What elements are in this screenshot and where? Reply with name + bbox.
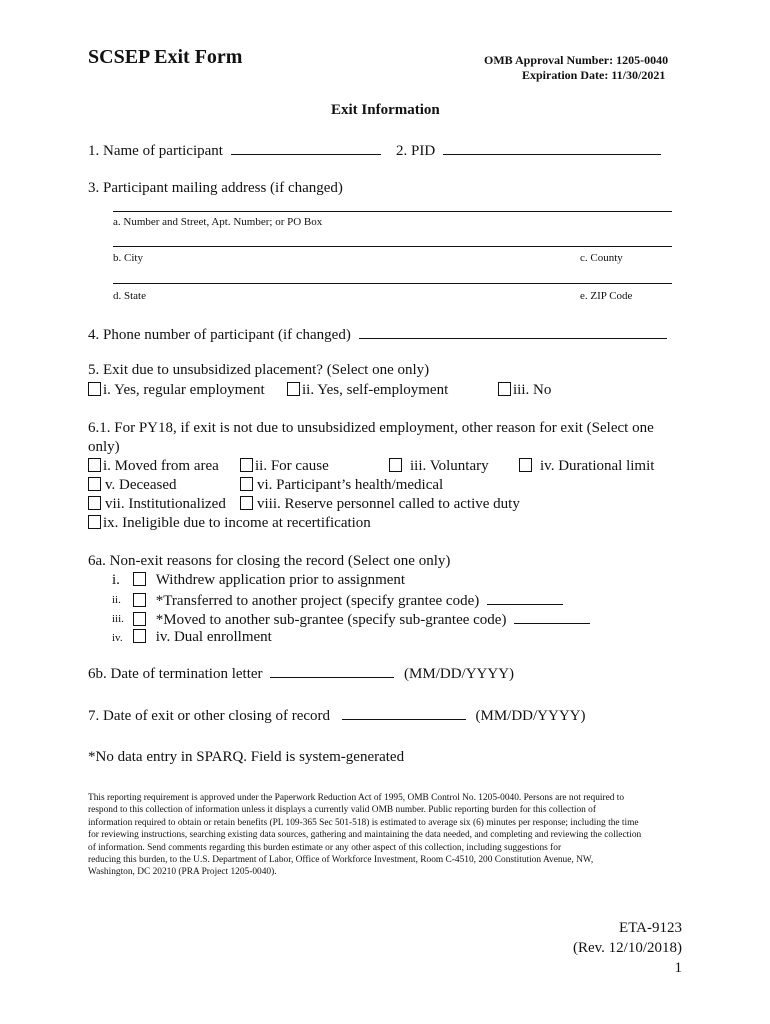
- q61-option-5[interactable]: v. Deceased: [88, 477, 176, 494]
- q4-label: 4. Phone number of participant (if changed): [88, 327, 351, 343]
- q6b-label: 6b. Date of termination letter: [88, 666, 263, 682]
- sub-grantee-code-field[interactable]: [514, 610, 590, 624]
- checkbox[interactable]: [88, 382, 101, 396]
- expiration-date: Expiration Date: 11/30/2021: [522, 68, 666, 82]
- form-revision: (Rev. 12/10/2018): [572, 940, 682, 956]
- street-line[interactable]: [113, 211, 672, 212]
- q7-format: (MM/DD/YYYY): [475, 708, 586, 724]
- q2-row: [396, 141, 661, 160]
- q6a-num-3: iii.: [112, 613, 124, 625]
- city-county-line[interactable]: [113, 246, 672, 247]
- checkbox[interactable]: [287, 382, 300, 396]
- q6a-label: 6a. Non-exit reasons for closing the record (Select one only): [88, 553, 451, 569]
- burden-statement: [88, 792, 688, 879]
- q6a-num-1: i.: [112, 572, 120, 588]
- county-label: c. County: [580, 252, 623, 264]
- omb-approval-number: OMB Approval Number: 1205-0040: [484, 53, 669, 67]
- burden-line: This reporting requirement is approved under the Paperwork Reduction Act of 1995, OMB Control No. 1205-0040. Persons are not required to: [88, 793, 625, 803]
- q1-label: 1. Name of participant: [88, 143, 223, 159]
- q2-label: 2. PID: [396, 143, 436, 159]
- city-label: b. City: [113, 252, 143, 264]
- q6a-item-1[interactable]: Withdrew application prior to assignment: [133, 572, 405, 589]
- q61-option-2[interactable]: ii. For cause: [240, 458, 329, 475]
- system-generated-note: *No data entry in SPARQ. Field is system-generated: [88, 749, 405, 765]
- q6a-num-2: ii.: [112, 594, 121, 606]
- q61-option-7[interactable]: vii. Institutionalized: [88, 496, 226, 513]
- checkbox[interactable]: [133, 572, 146, 586]
- checkbox[interactable]: [88, 515, 101, 529]
- burden-line: Washington, DC 20210 (PRA Project 1205-0040).: [88, 867, 277, 878]
- checkbox[interactable]: [133, 593, 146, 607]
- q7-row: [88, 706, 586, 725]
- q3-label: 3. Participant mailing address (if changed): [88, 180, 343, 196]
- q61-label-line2: only): [88, 439, 120, 455]
- burden-line: respond to this collection of information unless it displays a currently valid OMB number. Public reporting burden for this collection of: [88, 805, 596, 816]
- state-zip-line[interactable]: [113, 283, 672, 284]
- q5-option-3[interactable]: iii. No: [498, 382, 551, 399]
- q61-label-line1: 6.1. For PY18, if exit is not due to unsubsidized employment, other reason for exit (Select one: [88, 420, 654, 436]
- q5-option-2[interactable]: ii. Yes, self-employment: [287, 382, 448, 399]
- q4-row: [88, 325, 667, 344]
- q5-label: 5. Exit due to unsubsidized placement? (Select one only): [88, 362, 430, 378]
- state-label: d. State: [113, 290, 146, 302]
- street-label: a. Number and Street, Apt. Number; or PO Box: [113, 216, 323, 228]
- checkbox[interactable]: [88, 496, 101, 510]
- checkbox[interactable]: [498, 382, 511, 396]
- page-number: 1: [674, 960, 682, 976]
- checkbox[interactable]: [88, 477, 101, 491]
- checkbox[interactable]: [240, 458, 253, 472]
- pid-field[interactable]: [443, 141, 661, 155]
- participant-name-field[interactable]: [231, 141, 381, 155]
- section-heading: Exit Information: [331, 102, 440, 118]
- q5-option-1[interactable]: i. Yes, regular employment: [88, 382, 265, 399]
- q6b-row: [88, 664, 514, 683]
- checkbox[interactable]: [519, 458, 532, 472]
- q6a-item-3[interactable]: *Moved to another sub-grantee (specify sub-grantee code): [133, 610, 590, 629]
- grantee-code-field[interactable]: [487, 591, 563, 605]
- form-title: SCSEP Exit Form: [88, 46, 243, 68]
- burden-line: reducing this burden, to the U.S. Department of Labor, Office of Workforce Investment, Room C-4510, 200 Constitution Avenue, NW,: [88, 855, 594, 866]
- q61-option-3[interactable]: iii. Voluntary: [389, 458, 489, 475]
- q6b-format: (MM/DD/YYYY): [404, 666, 515, 682]
- form-number: ETA-9123: [619, 920, 682, 936]
- q6a-num-4: iv.: [112, 632, 123, 644]
- burden-line: of information. Send comments regarding this burden estimate or any other aspect of this collection, including suggestions for: [88, 842, 562, 853]
- q7-label: 7. Date of exit or other closing of record: [88, 708, 330, 724]
- checkbox[interactable]: [88, 458, 101, 472]
- burden-line: information required to obtain or retain benefits (PL 109-365 Sec 501-518) is estimated to average six (6) minutes per response; including the time: [88, 817, 639, 828]
- checkbox[interactable]: [133, 629, 146, 643]
- burden-line: for reviewing instructions, searching existing data sources, gathering and maintaining the data needed, and completing and reviewing the collection: [88, 830, 642, 841]
- checkbox[interactable]: [389, 458, 402, 472]
- q61-option-8[interactable]: viii. Reserve personnel called to active duty: [240, 496, 520, 513]
- checkbox[interactable]: [240, 496, 253, 510]
- phone-field[interactable]: [359, 325, 667, 339]
- zip-label: e. ZIP Code: [580, 290, 633, 302]
- q6a-item-4[interactable]: iv. Dual enrollment: [133, 629, 272, 646]
- q61-option-4[interactable]: iv. Durational limit: [519, 458, 654, 475]
- q61-option-9[interactable]: ix. Ineligible due to income at recertification: [88, 515, 371, 532]
- q61-option-1[interactable]: i. Moved from area: [88, 458, 219, 475]
- q1-row: [88, 141, 381, 160]
- checkbox[interactable]: [133, 612, 146, 626]
- exit-date-field[interactable]: [342, 706, 466, 720]
- q6a-item-2[interactable]: *Transferred to another project (specify grantee code): [133, 591, 563, 610]
- termination-date-field[interactable]: [270, 664, 394, 678]
- q61-option-6[interactable]: vi. Participant’s health/medical: [240, 477, 443, 494]
- checkbox[interactable]: [240, 477, 253, 491]
